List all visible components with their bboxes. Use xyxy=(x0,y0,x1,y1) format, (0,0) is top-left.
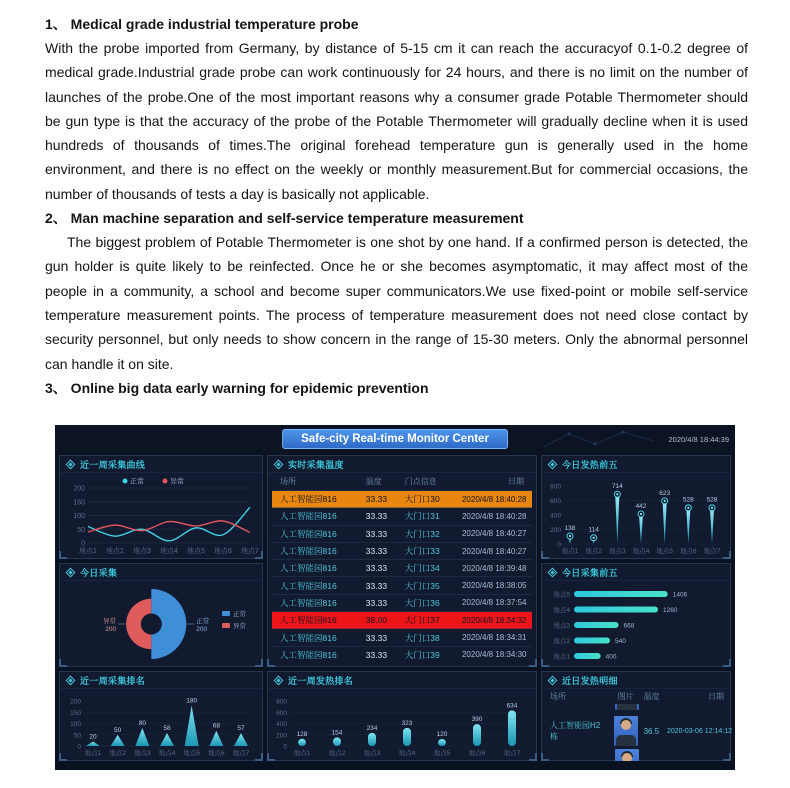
svg-text:800: 800 xyxy=(276,698,287,706)
door-cell: 大门口38 xyxy=(404,632,440,643)
date-cell: 2020/4/8 18:37:54 xyxy=(461,598,527,608)
svg-text:地点3: 地点3 xyxy=(134,750,151,757)
place-cell: 人工智能园816 xyxy=(280,546,337,557)
svg-text:正常: 正常 xyxy=(130,478,144,486)
diamond-icon xyxy=(548,675,558,685)
svg-text:114: 114 xyxy=(588,526,599,534)
table-row[interactable] xyxy=(272,526,532,543)
detail-header-row xyxy=(546,689,726,704)
week-curve-chart-svg xyxy=(64,473,258,555)
svg-text:234: 234 xyxy=(366,724,378,732)
today-collection-donut-svg xyxy=(64,581,258,663)
date-cell: 2020/4/8 18:34:30 xyxy=(461,650,527,660)
svg-text:地点1: 地点1 xyxy=(553,653,570,661)
svg-text:120: 120 xyxy=(436,731,448,738)
svg-text:地点3: 地点3 xyxy=(609,548,626,555)
svg-text:地点7: 地点7 xyxy=(232,750,250,757)
column-header: 门点信息 xyxy=(404,477,437,486)
svg-text:138: 138 xyxy=(564,524,576,532)
svg-text:800: 800 xyxy=(550,483,561,491)
svg-text:180: 180 xyxy=(186,697,198,705)
svg-text:150: 150 xyxy=(73,499,85,507)
svg-text:600: 600 xyxy=(550,498,561,505)
panel-title-week-curve: 近一周采集曲线 xyxy=(80,459,146,470)
svg-text:地点5: 地点5 xyxy=(553,591,570,599)
dashboard-grid xyxy=(55,453,735,761)
svg-text:528: 528 xyxy=(682,496,694,504)
svg-text:540: 540 xyxy=(615,638,626,645)
svg-text:地点7: 地点7 xyxy=(241,548,258,555)
paragraph-1: With the probe imported from Germany, by distance of 5-15 cm it can reach the accuracyof 0.1-0.2 degree of medical grade.Industrial grade probe can work continuously for 24 hours, and there is no limit on the number of launches of the probe.One of the most important reasons why a consumer grade Potable Thermometer should be gun type is that the accuracy of the probe of the Potable Thermometer will gradually decline when it is used hundreds of thousands of times.The original forehead temperature gun is generally used in the home environment, and there is no effect on the weekly or monthly measurement.But for commercial occasions, the number of thousands of tests a day is basically not applicable. xyxy=(45,40,748,202)
heading-3: 3、 Online big data early warning for epidemic prevention xyxy=(45,379,429,396)
svg-text:地点7: 地点7 xyxy=(703,548,721,555)
table-row[interactable] xyxy=(272,508,532,525)
svg-text:地点3: 地点3 xyxy=(363,750,381,757)
panel-title-today-collection: 今日采集 xyxy=(80,567,118,578)
svg-text:80: 80 xyxy=(138,720,146,727)
svg-text:地点1: 地点1 xyxy=(293,750,311,757)
photo-partial-bottom xyxy=(546,749,726,761)
photo-partial-top xyxy=(546,704,726,713)
column-header-temp: 温度 xyxy=(643,692,660,701)
door-cell: 大门口34 xyxy=(404,563,440,574)
today-fever-top5-chart xyxy=(546,473,726,555)
place-cell: 人工智能园816 xyxy=(280,597,337,608)
diamond-icon xyxy=(274,675,284,685)
svg-text:623: 623 xyxy=(659,489,671,497)
svg-text:地点5: 地点5 xyxy=(656,548,673,555)
detail-date-cell: 2020-03-06 12:14:12 xyxy=(666,727,732,735)
svg-text:154: 154 xyxy=(331,729,343,737)
svg-text:地点2: 地点2 xyxy=(106,548,124,555)
panel-title-collection-top5: 今日采集前五 xyxy=(562,567,618,578)
panel-today-collection xyxy=(59,563,263,667)
svg-text:地点4: 地点4 xyxy=(398,750,416,757)
svg-text:20: 20 xyxy=(89,733,97,741)
place-cell: 人工智能园816 xyxy=(280,615,337,626)
date-cell: 2020/4/8 18:34:32 xyxy=(461,615,527,625)
svg-text:100: 100 xyxy=(73,513,85,520)
detail-temp-cell: 36.5 xyxy=(643,726,660,736)
panel-title-fever-detail: 近日发热明细 xyxy=(562,675,618,686)
fever-detail-row[interactable] xyxy=(546,713,732,749)
svg-text:668: 668 xyxy=(623,622,635,630)
svg-text:128: 128 xyxy=(296,730,308,738)
temp-cell: 33.33 xyxy=(365,580,388,591)
diamond-icon xyxy=(274,459,284,469)
place-cell: 人工智能园816 xyxy=(280,649,337,660)
place-cell: 人工智能园816 xyxy=(280,580,337,591)
svg-text:地点3: 地点3 xyxy=(133,548,151,555)
temp-cell: 33.33 xyxy=(365,597,388,608)
date-cell: 2020/4/8 18:39:48 xyxy=(461,563,527,573)
week-fever-rank-chart xyxy=(272,689,532,757)
date-cell: 2020/4/8 18:40:27 xyxy=(461,529,527,539)
svg-text:100: 100 xyxy=(70,721,81,728)
diamond-icon xyxy=(548,567,558,577)
svg-text:0: 0 xyxy=(283,743,287,751)
panel-title-week-collection-rank: 近一周采集排名 xyxy=(80,675,146,686)
panel-realtime-table xyxy=(267,455,537,667)
svg-text:200: 200 xyxy=(105,626,117,633)
svg-text:异常: 异常 xyxy=(233,623,246,630)
column-header-date: 日期 xyxy=(708,692,724,701)
svg-text:0: 0 xyxy=(77,743,81,751)
svg-text:地点4: 地点4 xyxy=(160,548,178,555)
svg-text:58: 58 xyxy=(163,724,171,732)
svg-text:714: 714 xyxy=(611,483,623,491)
column-header-place: 场所 xyxy=(550,692,566,701)
date-cell: 2020/4/8 18:34:31 xyxy=(461,633,527,643)
svg-text:528: 528 xyxy=(706,496,718,504)
door-cell: 大门口33 xyxy=(404,546,440,557)
svg-text:1260: 1260 xyxy=(663,607,678,614)
svg-text:地点4: 地点4 xyxy=(632,548,650,555)
svg-text:68: 68 xyxy=(212,722,220,730)
column-header: 温度 xyxy=(365,477,382,486)
svg-text:地点3: 地点3 xyxy=(553,622,570,630)
door-cell: 大门口31 xyxy=(404,511,440,522)
door-cell: 大门口36 xyxy=(404,597,440,608)
svg-text:390: 390 xyxy=(471,716,483,724)
today-fever-top5-chart-svg xyxy=(546,473,726,555)
panel-title-realtime-table: 实时采集温度 xyxy=(288,459,344,470)
table-header-row xyxy=(272,473,532,491)
person-photo[interactable] xyxy=(614,716,638,746)
svg-text:200: 200 xyxy=(73,485,85,493)
panel-fever-detail xyxy=(541,671,731,761)
door-cell: 大门口30 xyxy=(404,494,440,505)
today-collection-top5-chart-svg xyxy=(546,581,726,663)
table-row[interactable] xyxy=(272,647,532,663)
person-photo-partial xyxy=(615,704,639,710)
realtime-temperature-table xyxy=(272,473,532,663)
svg-text:1406: 1406 xyxy=(672,591,688,599)
door-cell: 大门口37 xyxy=(404,615,440,626)
svg-text:400: 400 xyxy=(276,721,287,728)
svg-text:地点6: 地点6 xyxy=(214,548,232,555)
temp-cell: 33.33 xyxy=(365,563,388,574)
svg-text:150: 150 xyxy=(70,709,81,717)
table-row[interactable] xyxy=(272,612,532,629)
svg-text:0: 0 xyxy=(557,541,561,549)
column-header: 场所 xyxy=(280,477,296,486)
panel-fever-top5 xyxy=(541,455,731,559)
table-row[interactable] xyxy=(272,595,532,612)
diamond-icon xyxy=(66,459,76,469)
person-photo-partial xyxy=(615,749,639,761)
svg-text:地点2: 地点2 xyxy=(109,750,126,757)
svg-text:正常: 正常 xyxy=(196,618,210,625)
constellation-decoration xyxy=(535,427,665,453)
place-cell: 人工智能园816 xyxy=(280,494,337,505)
svg-text:地点7: 地点7 xyxy=(503,750,521,757)
dashboard-title-button[interactable]: Safe-city Real-time Monitor Center xyxy=(282,429,508,449)
heading-1: 1、 Medical grade industrial temperature probe xyxy=(45,16,359,32)
panel-collection-top5 xyxy=(541,563,731,667)
today-collection-donut xyxy=(64,581,258,663)
svg-text:地点5: 地点5 xyxy=(187,548,205,555)
week-curve-chart xyxy=(64,473,258,555)
place-cell: 人工智能园816 xyxy=(280,632,337,643)
diamond-icon xyxy=(66,567,76,577)
svg-text:地点2: 地点2 xyxy=(585,548,602,555)
table-row[interactable] xyxy=(272,491,532,508)
temp-cell: 33.33 xyxy=(365,528,388,539)
svg-text:地点6: 地点6 xyxy=(208,750,225,757)
svg-text:地点5: 地点5 xyxy=(183,750,200,757)
door-cell: 大门口32 xyxy=(404,528,440,539)
week-collection-rank-chart-svg xyxy=(64,689,258,757)
panel-week-curve xyxy=(59,455,263,559)
svg-text:200: 200 xyxy=(550,527,561,534)
temp-cell: 33.33 xyxy=(365,494,388,505)
svg-text:323: 323 xyxy=(401,719,413,727)
date-cell: 2020/4/8 18:40:27 xyxy=(461,546,527,556)
svg-text:异常: 异常 xyxy=(170,478,184,486)
panel-title-week-fever-rank: 近一周发热排名 xyxy=(288,675,354,686)
date-cell: 2020/4/8 18:40:28 xyxy=(461,511,527,521)
svg-text:异常: 异常 xyxy=(103,618,117,625)
svg-text:200: 200 xyxy=(196,626,208,633)
svg-text:地点2: 地点2 xyxy=(553,638,570,645)
paragraph-2: The biggest problem of Potable Thermometer is one shot by one hand. If a confirmed person is detected, the gun holder is quite likely to be reinfected. Once he or she becomes asymptomatic, it may affect most of the people in a community, a school and become super communicators.We use fixed-point or mobile self-service temperature measurement points. The process of temperature measurement does not need close contact by security personnel, but only needs to show concern in the range of 15-30 meters. Only the abnormal personnel can handle it on site. xyxy=(45,234,748,372)
svg-text:400: 400 xyxy=(605,653,617,661)
door-cell: 大门口39 xyxy=(404,649,440,660)
realtime-table xyxy=(272,473,532,663)
temp-cell: 33.33 xyxy=(365,632,388,643)
svg-text:正常: 正常 xyxy=(233,611,246,618)
svg-text:400: 400 xyxy=(550,512,561,520)
svg-text:200: 200 xyxy=(70,698,81,706)
svg-text:57: 57 xyxy=(237,725,245,733)
panel-week-collection-rank xyxy=(59,671,263,761)
date-cell: 2020/4/8 18:40:28 xyxy=(461,494,527,504)
week-fever-rank-chart-svg xyxy=(272,689,532,757)
table-row[interactable] xyxy=(272,577,532,594)
column-header: 日期 xyxy=(508,477,524,486)
dashboard-timestamp: 2020/4/8 18:44:39 xyxy=(668,435,729,444)
svg-text:地点4: 地点4 xyxy=(553,607,570,614)
svg-text:50: 50 xyxy=(77,526,85,534)
panel-title-fever-top5: 今日发热前五 xyxy=(562,459,618,470)
svg-text:200: 200 xyxy=(276,732,287,740)
svg-text:50: 50 xyxy=(114,726,122,734)
svg-text:600: 600 xyxy=(276,709,287,717)
temp-cell: 33.33 xyxy=(365,649,388,660)
svg-text:地点1: 地点1 xyxy=(561,548,579,555)
svg-text:地点6: 地点6 xyxy=(680,548,697,555)
svg-text:地点4: 地点4 xyxy=(158,750,176,757)
svg-text:50: 50 xyxy=(73,732,81,740)
place-cell: 人工智能园816 xyxy=(280,563,337,574)
place-cell: 人工智能园816 xyxy=(280,511,337,522)
heading-2: 2、 Man machine separation and self-service temperature measurement xyxy=(45,210,524,227)
svg-text:0: 0 xyxy=(81,540,85,548)
today-collection-top5-chart xyxy=(546,581,726,663)
svg-text:地点2: 地点2 xyxy=(328,750,346,757)
diamond-icon xyxy=(548,459,558,469)
temp-cell: 38.00 xyxy=(365,615,388,626)
svg-text:地点1: 地点1 xyxy=(79,548,97,555)
svg-text:地点5: 地点5 xyxy=(433,750,451,757)
temp-cell: 33.33 xyxy=(365,511,388,522)
place-cell: 人工智能园816 xyxy=(280,528,337,539)
dashboard-screenshot xyxy=(55,425,735,770)
table-row[interactable] xyxy=(272,543,532,560)
date-cell: 2020/4/8 18:38:05 xyxy=(461,581,527,591)
svg-text:地点1: 地点1 xyxy=(84,750,102,757)
panel-week-fever-rank xyxy=(267,671,537,761)
week-collection-rank-chart xyxy=(64,689,258,757)
table-row[interactable] xyxy=(272,629,532,646)
svg-text:634: 634 xyxy=(506,702,518,710)
temp-cell: 33.33 xyxy=(365,546,388,557)
dashboard-header xyxy=(55,425,735,453)
svg-text:地点6: 地点6 xyxy=(468,750,486,757)
door-cell: 大门口35 xyxy=(404,580,440,591)
table-row[interactable] xyxy=(272,560,532,577)
svg-text:442: 442 xyxy=(635,502,647,510)
detail-place-cell: 人工智能园H2栋 xyxy=(550,721,601,741)
diamond-icon xyxy=(66,675,76,685)
fever-detail-body xyxy=(546,689,732,757)
column-header-photo: 图片 xyxy=(617,692,634,701)
